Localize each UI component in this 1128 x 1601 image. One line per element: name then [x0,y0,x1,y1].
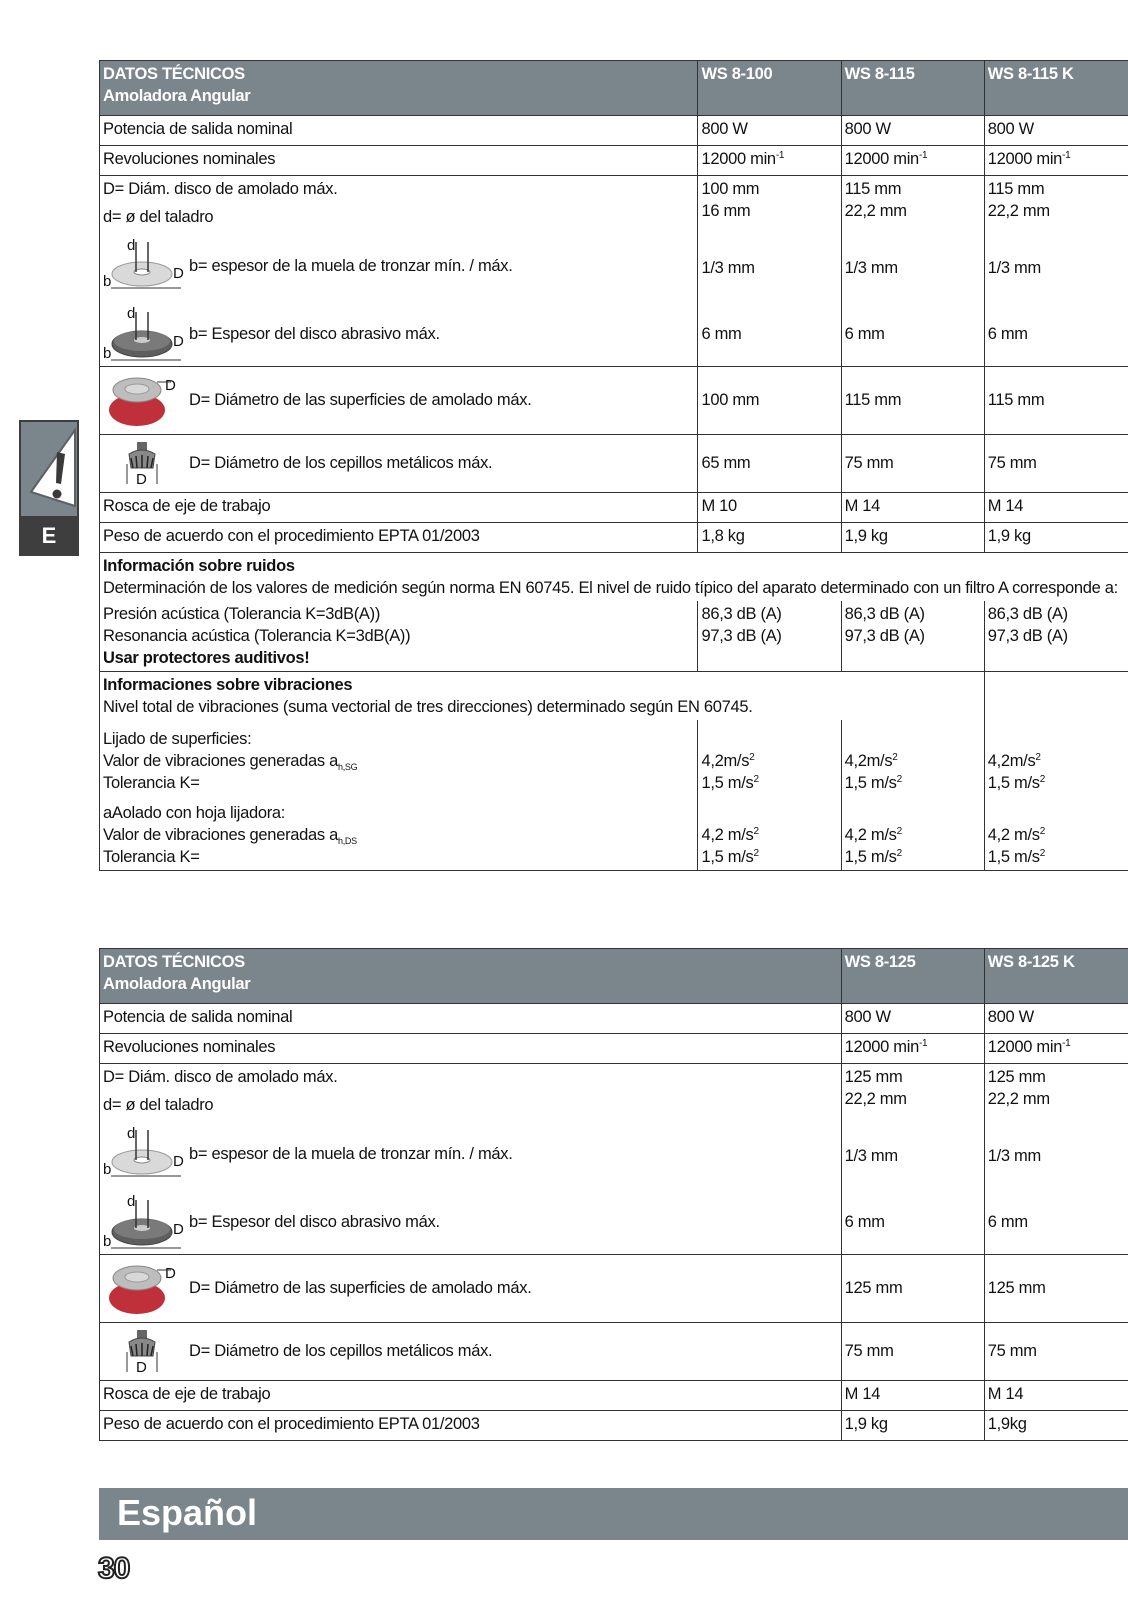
cell-value: 86,3 dB (A) 97,3 dB (A) [841,601,984,672]
hearing-protection-warning: Usar protectores auditivos! [103,648,310,667]
table-row [100,1322,1128,1380]
cell-value: 100 mm 16 mm [698,176,841,234]
table-row [100,302,1128,367]
cell-value: 1/3 mm [841,234,984,302]
row-label: Potencia de salida nominal [100,1004,842,1034]
cutting-disc-icon [103,1124,185,1184]
cell-value: 1,8 kg [698,522,841,552]
cell-value: 1,9 kg [841,522,984,552]
cell-value: 115 mm [841,366,984,434]
sanding-disc-icon [103,370,185,430]
cell-value: 6 mm [841,302,984,367]
cell-value: 6 mm [984,1190,1128,1255]
icon-letter: d [127,236,136,254]
cell-value: 115 mm [984,366,1128,434]
language-side-tab [19,420,79,556]
cell-value: 75 mm [841,434,984,492]
row-label: D= Diám. disco de amolado máx. d= ø del taladro [100,1064,842,1122]
cell-value: 12000 $\min^{-1}$ [841,1034,984,1064]
row-label: Revoluciones nominales [100,1034,842,1064]
cell-value: 800 W [841,116,984,146]
cell-value: 75 mm [841,1322,984,1380]
model-header: WS 8-100 [698,61,841,116]
wire-brush-icon [103,1326,185,1376]
table-row [100,1410,1128,1440]
cell-value: 115 mm 22,2 mm [984,176,1128,234]
model-header: WS 8-115 [841,61,984,116]
table-row [100,1254,1128,1322]
table-row [100,176,1128,234]
technical-data-table-2 [99,948,1128,1441]
row-label: D= Diámetro de las superficies de amolado máx. [189,391,532,409]
language-title: Español [117,1492,258,1533]
cell-value: 12000 $\min^{-1}$ [984,1034,1128,1064]
language-footer-bar [99,1488,1128,1540]
icon-letter: b [103,1160,112,1178]
section-title: Información sobre ruidos [103,556,295,575]
cell-value: 1,9 kg [841,1410,984,1440]
cell-value: $4,2m/s^2$ 1,5 $m/s^2$ 4,2 $m/s^2$ 1,5 $m/s^2$ [841,720,984,871]
icon-letter: D [173,1152,184,1170]
icon-letter: d [127,304,136,322]
table-header-row [100,61,1128,116]
cell-value: 86,3 dB (A) 97,3 dB (A) [698,601,841,672]
icon-letter: D [165,377,176,394]
cell-value: 1/3 mm [984,234,1128,302]
icon-letter: D [173,264,184,282]
grinding-disc-icon [103,1192,185,1252]
row-label: Revoluciones nominales [100,146,698,176]
cell-value: 6 mm [698,302,841,367]
row-label: D= Diámetro de los cepillos metálicos máx. [189,454,493,472]
row-label: Lijado de superficies: [103,729,252,748]
table-row [100,234,1128,302]
cell-value: 800 W [698,116,841,146]
table-row [100,1190,1128,1255]
icon-letter: D [136,471,147,488]
model-header: WS 8-125 K [984,949,1128,1004]
icon-letter: D [165,1265,176,1282]
row-label: Tolerancia K= [103,773,200,792]
table-row [100,1380,1128,1410]
row-label: b= Espesor del disco abrasivo máx. [189,1212,440,1231]
table-row [100,492,1128,522]
cell-value: 115 mm 22,2 mm [841,176,984,234]
row-label: Rosca de eje de trabajo [100,1380,842,1410]
wire-brush-icon [103,438,185,488]
row-label: Potencia de salida nominal [100,116,698,146]
icon-letter: b [103,1232,112,1250]
table-title: DATOS TÉCNICOS Amoladora Angular [100,949,842,1004]
row-label: b= espesor de la muela de tronzar mín. / máx. [189,1144,513,1163]
row-label: Tolerancia K= [103,847,200,866]
icon-letter: D [136,1359,147,1376]
table-row [100,434,1128,492]
row-label: D= Diám. disco de amolado máx. d= ø del taladro [100,176,698,234]
warning-triangle-icon [21,422,77,516]
table-row [100,116,1128,146]
icon-letter: d [127,1124,136,1142]
cell-value: 800 W [841,1004,984,1034]
section-intro: Nivel total de vibraciones (suma vectorial de tres direcciones) determinado según EN 60745. [103,697,753,716]
cell-value: M 14 [984,1380,1128,1410]
section-intro: Determinación de los valores de medición según norma EN 60745. El nivel de ruido típico del aparato determinado con un filtro A corresponde a: [103,578,1118,597]
table-row [100,1122,1128,1190]
cell-value: 1,9 kg [984,522,1128,552]
section-title: Informaciones sobre vibraciones [103,675,353,694]
cell-value: 12000 $\min^{-1}$ [841,146,984,176]
cell-value: 125 mm 22,2 mm [984,1064,1128,1122]
row-label: aAolado con hoja lijadora: [103,803,286,822]
table-row [100,1004,1128,1034]
icon-letter: b [103,272,112,290]
table-row [100,366,1128,434]
cell-value: 1/3 mm [841,1122,984,1190]
cell-value: 800 W [984,1004,1128,1034]
cell-value: 75 mm [984,1322,1128,1380]
cell-value: $4,2m/s^2$ 1,5 $m/s^2$ 4,2 $m/s^2$ 1,5 $m/s^2$ [984,720,1128,871]
vibration-intro-row [100,671,1128,720]
noise-intro-row [100,552,1128,601]
cell-value: M 14 [841,1380,984,1410]
row-label: b= espesor de la muela de tronzar mín. / máx. [189,256,513,275]
vibration-values-row [100,720,1128,871]
page-number: 30 [98,1552,130,1585]
cell-value: 100 mm [698,366,841,434]
cell-value: 125 mm [984,1254,1128,1322]
table-header-row [100,949,1128,1004]
cell-value: M 14 [984,492,1128,522]
cell-value: 12000 $\min^{-1}$ [984,146,1128,176]
cell-value: 125 mm 22,2 mm [841,1064,984,1122]
row-label: D= Diámetro de las superficies de amolado máx. [189,1279,532,1297]
cell-value: $4,2m/s^2$ 1,5 $m/s^2$ 4,2 $m/s^2$ 1,5 $m/s^2$ [698,720,841,871]
row-label: Peso de acuerdo con el procedimiento EPTA 01/2003 [100,1410,842,1440]
icon-letter: d [127,1192,136,1210]
language-letter: E [41,523,57,548]
table-row [100,522,1128,552]
row-label: D= Diámetro de los cepillos metálicos máx. [189,1342,493,1360]
model-header: WS 8-125 [841,949,984,1004]
cell-value: 1,9kg [984,1410,1128,1440]
icon-letter: D [173,332,184,350]
cell-value: 75 mm [984,434,1128,492]
cell-value: M 10 [698,492,841,522]
cell-value: 800 W [984,116,1128,146]
table-title: DATOS TÉCNICOS Amoladora Angular [100,61,698,116]
noise-values-row [100,601,1128,672]
cell-value: 86,3 dB (A) 97,3 dB (A) [984,601,1128,672]
row-label: Peso de acuerdo con el procedimiento EPTA 01/2003 [100,522,698,552]
cell-value: 1/3 mm [984,1122,1128,1190]
grinding-disc-icon [103,304,185,364]
table-row [100,146,1128,176]
row-label: b= Espesor del disco abrasivo máx. [189,324,440,343]
table-row [100,1034,1128,1064]
cutting-disc-icon [103,236,185,296]
row-label: Valor de vibraciones generadas $a_{h,DS}$ [103,825,357,846]
icon-letter: D [173,1220,184,1238]
model-header: WS 8-115 K [984,61,1128,116]
cell-value: 65 mm [698,434,841,492]
technical-data-table-1 [99,60,1128,871]
icon-letter: b [103,344,112,362]
cell-value: 6 mm [984,302,1128,367]
cell-value: M 14 [841,492,984,522]
cell-value: 1/3 mm [698,234,841,302]
cell-value: 12000 $\min^{-1}$ [698,146,841,176]
table-row [100,1064,1128,1122]
cell-value: 6 mm [841,1190,984,1255]
cell-value: 125 mm [841,1254,984,1322]
row-label: Presión acústica (Tolerancia K=3dB(A)) [103,604,381,623]
row-label: Rosca de eje de trabajo [100,492,698,522]
sanding-disc-icon [103,1258,185,1318]
row-label: Valor de vibraciones generadas $a_{h,SG}$ [103,751,358,772]
row-label: Resonancia acústica (Tolerancia K=3dB(A)) [103,626,411,645]
